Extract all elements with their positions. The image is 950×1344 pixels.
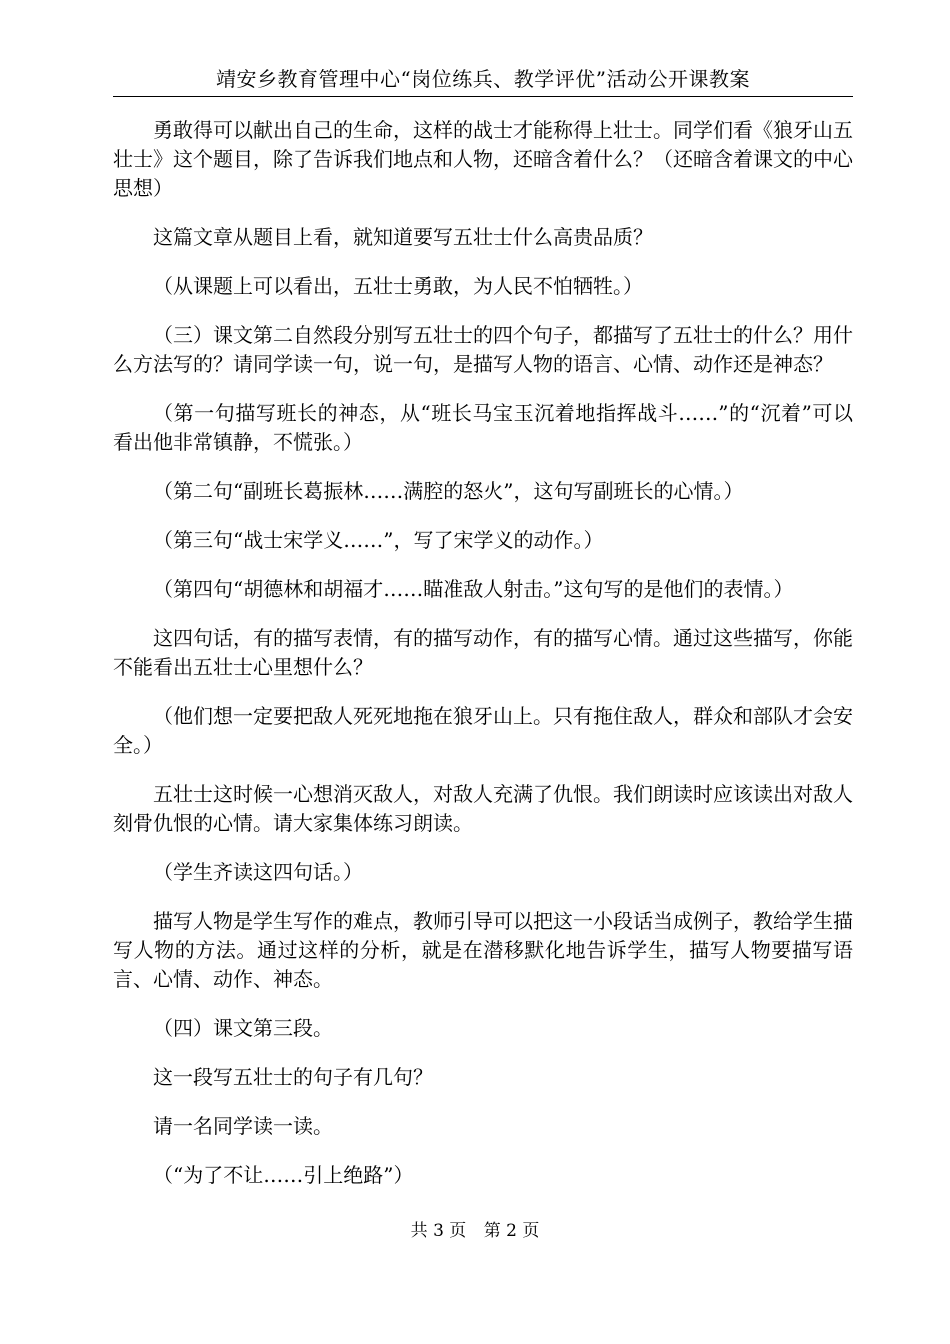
paragraph: 勇敢得可以献出自己的生命，这样的战士才能称得上壮士。同学们看《狼牙山五壮士》这个题目，除了告诉我们地点和人物，还暗含着什么？（还暗含着课文的中心思想）: [113, 118, 853, 200]
document-body: [113, 116, 853, 1210]
paragraph: （第一句描写班长的神态，从“班长马宝玉沉着地指挥战斗……”的“沉着”可以看出他非常镇静，不慌张。）: [113, 401, 853, 454]
paragraph: （从课题上可以看出，五壮士勇敢，为人民不怕牺牲。）: [153, 274, 643, 298]
paragraph: （四）课文第三段。: [153, 1016, 333, 1040]
page-header: 靖安乡教育管理中心“岗位练兵、教学评优”活动公开课教案: [113, 66, 853, 97]
paragraph: （三）课文第二自然段分别写五壮士的四个句子，都描写了五壮士的什么？用什么方法写的？请同学读一句，说一句，是描写人物的语言、心情、动作还是神态？: [113, 323, 853, 376]
paragraph: 这篇文章从题目上看，就知道要写五壮士什么高贵品质？: [153, 225, 653, 249]
paragraph: 五壮士这时候一心想消灭敌人，对敌人充满了仇恨。我们朗读时应该读出对敌人刻骨仇恨的心情。请大家集体练习朗读。: [113, 782, 853, 835]
paragraph: 这一段写五壮士的句子有几句？: [153, 1065, 433, 1089]
page-total: 共 3 页: [410, 1221, 467, 1241]
paragraph: （学生齐读这四句话。）: [153, 860, 363, 884]
paragraph: （他们想一定要把敌人死死地拖在狼牙山上。只有拖住敌人，群众和部队才会安全。）: [113, 704, 853, 757]
page-footer: [0, 1220, 950, 1242]
paragraph: （第二句“副班长葛振林……满腔的怒火”，这句写副班长的心情。）: [153, 479, 744, 503]
paragraph: 这四句话，有的描写表情，有的描写动作，有的描写心情。通过这些描写，你能不能看出五壮士心里想什么？: [113, 626, 853, 679]
paragraph: （第四句“胡德林和胡福才……瞄准敌人射击。”这句写的是他们的表情。）: [153, 577, 794, 601]
page-current: 第 2 页: [483, 1221, 540, 1241]
paragraph: 描写人物是学生写作的难点，教师引导可以把这一小段话当成例子，教给学生描写人物的方法。通过这样的分析，就是在潜移默化地告诉学生，描写人物要描写语言、心情、动作、神态。: [113, 909, 853, 991]
paragraph: 请一名同学读一读。: [153, 1114, 333, 1138]
paragraph: （第三句“战士宋学义……”，写了宋学义的动作。）: [153, 528, 604, 552]
paragraph: （“为了不让……引上绝路”）: [153, 1163, 414, 1187]
